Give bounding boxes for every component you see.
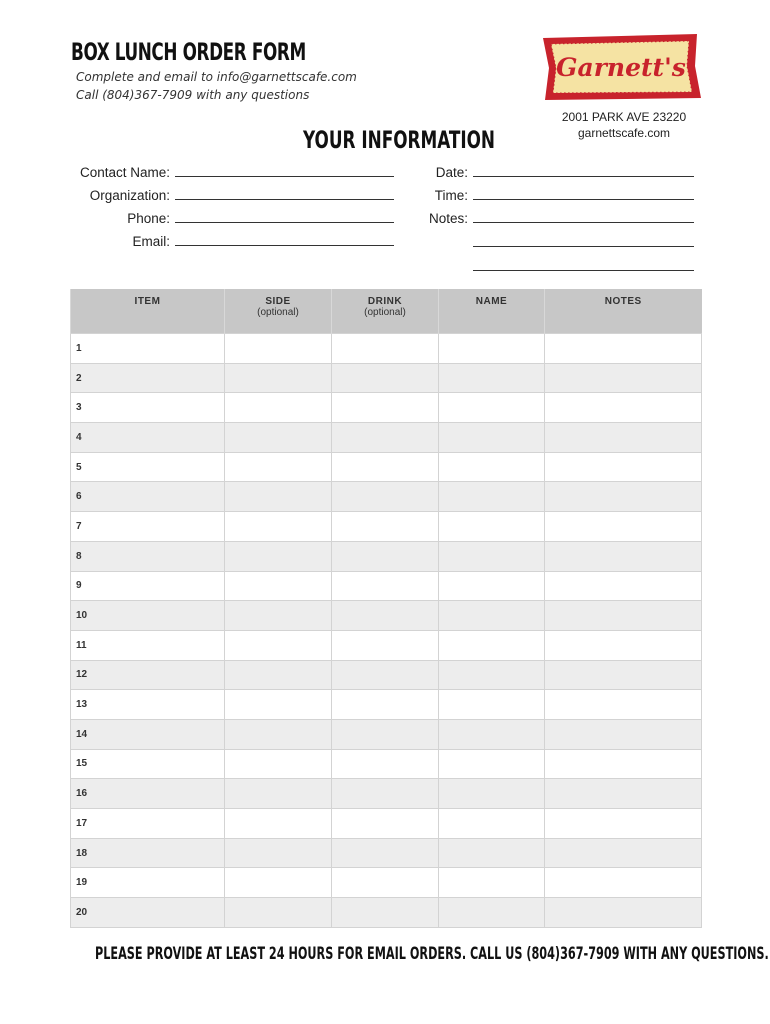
drink-cell[interactable] xyxy=(332,512,439,542)
drink-cell[interactable] xyxy=(332,660,439,690)
name-cell[interactable] xyxy=(439,423,545,453)
phone-field[interactable] xyxy=(75,208,394,226)
item-cell[interactable]: 6 xyxy=(71,482,225,512)
side-cell[interactable] xyxy=(225,334,332,364)
table-row xyxy=(71,898,702,928)
side-cell[interactable] xyxy=(225,809,332,839)
name-cell[interactable] xyxy=(439,898,545,928)
table-row xyxy=(71,393,702,423)
notes-line-2[interactable] xyxy=(473,246,694,247)
item-cell[interactable]: 14 xyxy=(71,719,225,749)
notes-cell[interactable] xyxy=(545,393,702,423)
name-cell[interactable] xyxy=(439,363,545,393)
drink-cell[interactable] xyxy=(332,719,439,749)
notes-line-3[interactable] xyxy=(473,270,694,271)
phone-instructions: Call (804)367-7909 with any questions xyxy=(76,88,310,102)
item-cell[interactable]: 13 xyxy=(71,690,225,720)
table-row xyxy=(71,423,702,453)
notes-field[interactable] xyxy=(422,208,694,226)
name-cell[interactable] xyxy=(439,838,545,868)
side-cell[interactable] xyxy=(225,601,332,631)
drink-cell[interactable] xyxy=(332,452,439,482)
drink-cell[interactable] xyxy=(332,334,439,364)
side-column-header: SIDE (optional) xyxy=(225,289,332,334)
item-cell[interactable]: 5 xyxy=(71,452,225,482)
time-label: Time: xyxy=(434,188,468,203)
date-label: Date: xyxy=(435,165,468,180)
table-row xyxy=(71,630,702,660)
notes-column-header: NOTES xyxy=(545,289,702,334)
name-cell[interactable] xyxy=(439,512,545,542)
organization-label: Organization: xyxy=(89,188,170,203)
item-cell[interactable]: 16 xyxy=(71,779,225,809)
notes-cell[interactable] xyxy=(545,482,702,512)
side-cell[interactable] xyxy=(225,719,332,749)
item-cell[interactable]: 18 xyxy=(71,838,225,868)
table-row xyxy=(71,334,702,364)
table-row xyxy=(71,749,702,779)
name-column-header: NAME xyxy=(439,289,545,334)
name-cell[interactable] xyxy=(439,719,545,749)
order-table xyxy=(70,289,702,928)
item-cell[interactable]: 8 xyxy=(71,541,225,571)
side-cell[interactable] xyxy=(225,660,332,690)
notes-cell[interactable] xyxy=(545,541,702,571)
notes-cell[interactable] xyxy=(545,452,702,482)
side-cell[interactable] xyxy=(225,690,332,720)
contact-name-field[interactable] xyxy=(75,162,394,180)
item-cell[interactable]: 4 xyxy=(71,423,225,453)
side-cell[interactable] xyxy=(225,512,332,542)
table-row xyxy=(71,482,702,512)
drink-column-header: DRINK (optional) xyxy=(332,289,439,334)
item-cell[interactable]: 3 xyxy=(71,393,225,423)
table-row xyxy=(71,809,702,839)
name-cell[interactable] xyxy=(439,868,545,898)
drink-cell[interactable] xyxy=(332,809,439,839)
side-cell[interactable] xyxy=(225,630,332,660)
drink-cell[interactable] xyxy=(332,423,439,453)
name-cell[interactable] xyxy=(439,601,545,631)
table-row xyxy=(71,363,702,393)
side-cell[interactable] xyxy=(225,482,332,512)
organization-line[interactable] xyxy=(175,185,394,200)
notes-cell[interactable] xyxy=(545,838,702,868)
phone-label: Phone: xyxy=(127,211,170,226)
item-column-header: ITEM xyxy=(71,289,225,334)
table-row xyxy=(71,571,702,601)
email-instructions: Complete and email to info@garnettscafe.com xyxy=(76,70,357,84)
notes-cell[interactable] xyxy=(545,601,702,631)
time-field[interactable] xyxy=(422,185,694,203)
drink-cell[interactable] xyxy=(332,838,439,868)
garnetts-logo xyxy=(537,32,703,102)
drink-cell[interactable] xyxy=(332,868,439,898)
side-cell[interactable] xyxy=(225,423,332,453)
item-cell[interactable]: 19 xyxy=(71,868,225,898)
side-cell[interactable] xyxy=(225,363,332,393)
table-row xyxy=(71,660,702,690)
name-cell[interactable] xyxy=(439,452,545,482)
notes-cell[interactable] xyxy=(545,630,702,660)
notes-cell[interactable] xyxy=(545,898,702,928)
date-field[interactable] xyxy=(422,162,694,180)
email-line[interactable] xyxy=(175,231,394,246)
name-cell[interactable] xyxy=(439,482,545,512)
table-row xyxy=(71,868,702,898)
contact-name-line[interactable] xyxy=(175,162,394,177)
drink-cell[interactable] xyxy=(332,601,439,631)
item-cell[interactable]: 11 xyxy=(71,630,225,660)
notes-cell[interactable] xyxy=(545,571,702,601)
drink-cell[interactable] xyxy=(332,690,439,720)
table-row xyxy=(71,452,702,482)
item-cell[interactable]: 15 xyxy=(71,749,225,779)
name-cell[interactable] xyxy=(439,809,545,839)
notes-cell[interactable] xyxy=(545,363,702,393)
drink-cell[interactable] xyxy=(332,393,439,423)
notes-cell[interactable] xyxy=(545,690,702,720)
notes-cell[interactable] xyxy=(545,868,702,898)
table-row xyxy=(71,838,702,868)
organization-field[interactable] xyxy=(75,185,394,203)
notes-cell[interactable] xyxy=(545,719,702,749)
section-title: YOUR INFORMATION xyxy=(303,126,496,154)
side-cell[interactable] xyxy=(225,838,332,868)
item-cell[interactable]: 1 xyxy=(71,334,225,364)
notes-cell[interactable] xyxy=(545,423,702,453)
side-cell[interactable] xyxy=(225,452,332,482)
drink-cell[interactable] xyxy=(332,630,439,660)
drink-cell[interactable] xyxy=(332,898,439,928)
drink-cell[interactable] xyxy=(332,779,439,809)
notes-line[interactable] xyxy=(473,208,694,223)
item-cell[interactable]: 10 xyxy=(71,601,225,631)
drink-cell[interactable] xyxy=(332,749,439,779)
time-line[interactable] xyxy=(473,185,694,200)
item-cell[interactable]: 2 xyxy=(71,363,225,393)
order-table-header xyxy=(71,289,702,334)
name-cell[interactable] xyxy=(439,571,545,601)
item-cell[interactable]: 12 xyxy=(71,660,225,690)
side-cell[interactable] xyxy=(225,541,332,571)
notes-cell[interactable] xyxy=(545,512,702,542)
date-line[interactable] xyxy=(473,162,694,177)
address-website: garnettscafe.com xyxy=(577,126,671,140)
side-cell[interactable] xyxy=(225,868,332,898)
drink-cell[interactable] xyxy=(332,541,439,571)
side-cell[interactable] xyxy=(225,393,332,423)
name-cell[interactable] xyxy=(439,334,545,364)
form-title: BOX LUNCH ORDER FORM xyxy=(71,38,306,66)
email-label: Email: xyxy=(132,234,170,249)
notes-label: Notes: xyxy=(428,211,468,226)
item-cell[interactable]: 9 xyxy=(71,571,225,601)
item-cell[interactable]: 20 xyxy=(71,898,225,928)
email-field[interactable] xyxy=(75,231,394,249)
side-cell[interactable] xyxy=(225,898,332,928)
notes-cell[interactable] xyxy=(545,660,702,690)
side-cell[interactable] xyxy=(225,571,332,601)
notes-cell[interactable] xyxy=(545,334,702,364)
name-cell[interactable] xyxy=(439,779,545,809)
name-cell[interactable] xyxy=(439,630,545,660)
table-row xyxy=(71,690,702,720)
name-cell[interactable] xyxy=(439,660,545,690)
drink-cell[interactable] xyxy=(332,363,439,393)
footer-note: PLEASE PROVIDE AT LEAST 24 HOURS FOR EMAIL ORDERS. CALL US (804)367-7909 WITH ANY QUESTIONS. xyxy=(95,944,769,964)
table-row xyxy=(71,541,702,571)
table-row xyxy=(71,512,702,542)
drink-cell[interactable] xyxy=(332,571,439,601)
name-cell[interactable] xyxy=(439,541,545,571)
logo-text: Garnett's xyxy=(556,53,686,82)
side-cell[interactable] xyxy=(225,779,332,809)
phone-line[interactable] xyxy=(175,208,394,223)
item-cell[interactable]: 17 xyxy=(71,809,225,839)
table-row xyxy=(71,779,702,809)
side-cell[interactable] xyxy=(225,749,332,779)
name-cell[interactable] xyxy=(439,393,545,423)
item-cell[interactable]: 7 xyxy=(71,512,225,542)
notes-cell[interactable] xyxy=(545,809,702,839)
notes-cell[interactable] xyxy=(545,749,702,779)
name-cell[interactable] xyxy=(439,690,545,720)
contact-name-label: Contact Name: xyxy=(79,165,170,180)
table-row xyxy=(71,601,702,631)
drink-cell[interactable] xyxy=(332,482,439,512)
table-row xyxy=(71,719,702,749)
notes-cell[interactable] xyxy=(545,779,702,809)
name-cell[interactable] xyxy=(439,749,545,779)
address-street: 2001 PARK AVE 23220 xyxy=(561,110,687,124)
